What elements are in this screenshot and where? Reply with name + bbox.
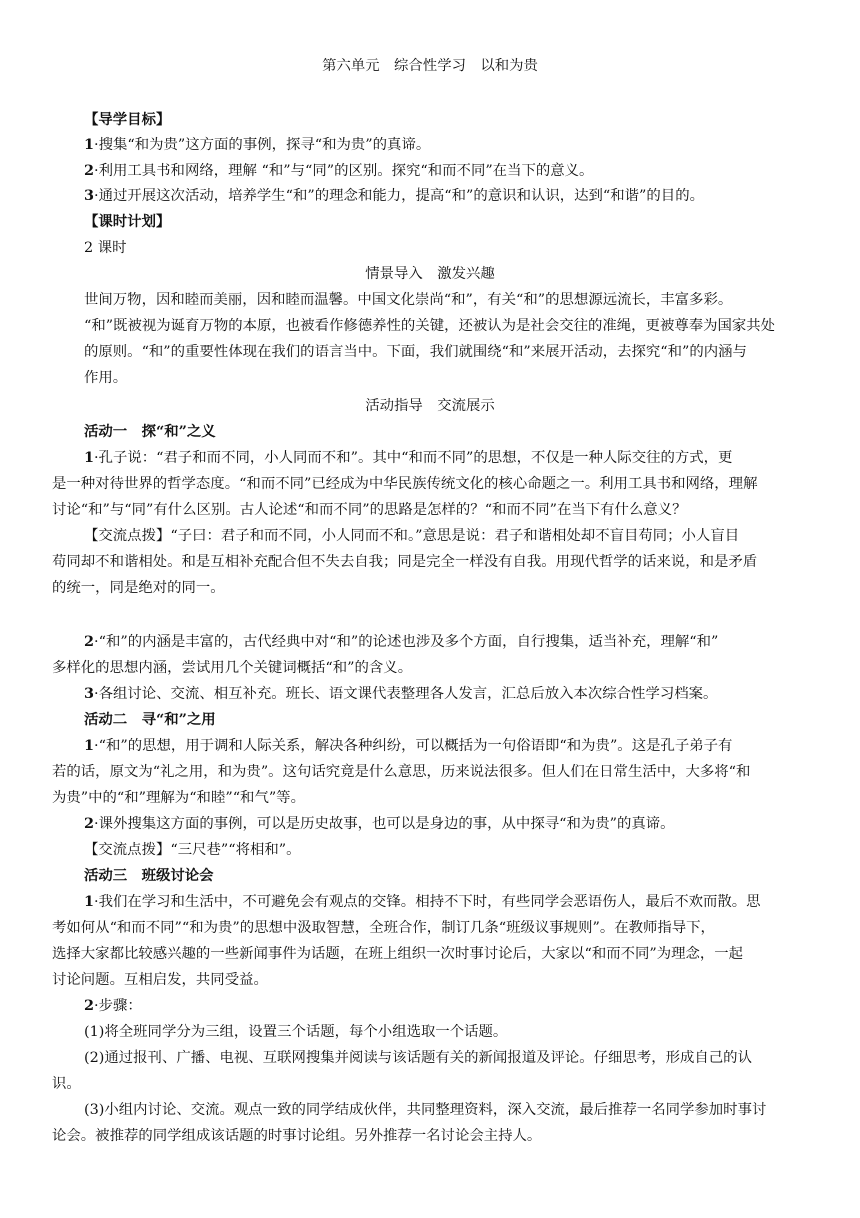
activity2-tip: 【交流点拨】“三尺巷”“将相和”。 xyxy=(84,842,301,858)
item-text: “和”的思想，用于调和人际关系，解决各种纠纷，可以概括为一句俗语即“和为贵”。这是孔子弟子有 xyxy=(98,738,733,754)
goal-text: 通过开展这次活动，培养学生“和”的理念和能力，提高“和”的意识和认识，达到“和谐”的目的。 xyxy=(98,188,704,204)
step-line: (2)通过报刊、广播、电视、互联网搜集并阅读与该话题有关的新闻报道及评论。仔细思考，形成自己的认 xyxy=(84,1050,752,1066)
step-line: 识。 xyxy=(52,1076,81,1092)
item-text: 各组讨论、交流、相互补充。班长、语文课代表整理各人发言，汇总后放入本次综合性学习档案。 xyxy=(98,686,718,702)
activity1-heading: 活动一 探“和”之义 xyxy=(84,423,216,440)
activity2-item1-line: 为贵”中的“和”理解为“和睦”“和气”等。 xyxy=(52,790,305,806)
intro-line: 作用。 xyxy=(84,370,128,386)
goal-text: 搜集“和为贵”这方面的事例，探寻“和为贵”的真谛。 xyxy=(98,137,431,153)
activity1-tip-line: 的统一，同是绝对的同一。 xyxy=(52,580,225,596)
activity1-item1-line: 讨论“和”与“同”有什么区别。古人论述“和而不同”的思路是怎样的？“和而不同”在当下有什么意义？ xyxy=(52,502,687,518)
item-num: 2 xyxy=(84,633,95,650)
activity2-item1-line: 1·“和”的思想，用于调和人际关系，解决各种纠纷，可以概括为一句俗语即“和为贵”。这是孔子弟子有 xyxy=(84,737,733,754)
item-text: “和”的内涵是丰富的，古代经典中对“和”的论述也涉及多个方面，自行搜集，适当补充，理解“和” xyxy=(98,634,719,650)
activity1-item3-line: 3·各组讨论、交流、相互补充。班长、语文课代表整理各人发言，汇总后放入本次综合性学习档案。 xyxy=(84,685,718,702)
page-title: 第六单元 综合性学习 以和为贵 xyxy=(322,58,538,74)
goal-item-3: 3·通过开展这次活动，培养学生“和”的理念和能力，提高“和”的意识和认识，达到“和谐”的目的。 xyxy=(84,187,704,204)
goal-num: 2 xyxy=(84,162,95,179)
activity2-item2-line: 2·课外搜集这方面的事例，可以是历史故事，也可以是身边的事，从中探寻“和为贵”的真谛。 xyxy=(84,815,675,832)
item-text: 孔子说：“君子和而不同，小人同而不和”。其中“和而不同”的思想，不仅是一种人际交往的方式，更 xyxy=(98,450,733,466)
activity3-item1-line: 考如何从“和而不同”“和为贵”的思想中汲取智慧，全班合作，制订几条“班级议事规则”。在教师指导下， xyxy=(52,920,715,936)
step-line: 论会。被推荐的同学组成该话题的时事讨论组。另外推荐一名讨论会主持人。 xyxy=(52,1128,542,1144)
activity1-item2-line: 2·“和”的内涵是丰富的，古代经典中对“和”的论述也涉及多个方面，自行搜集，适当补充，理解“和” xyxy=(84,633,719,650)
item-text: 步骤： xyxy=(98,998,142,1014)
intro-heading: 情景导入 激发兴趣 xyxy=(365,266,495,282)
activity3-item2-line: 2·步骤： xyxy=(84,997,142,1014)
intro-text: 世间万物，因和睦而美丽，因和睦而温馨。中国文化崇尚“和”，有关“和”的思想源远流长，丰富多彩。 xyxy=(84,292,733,308)
item-num: 1 xyxy=(84,893,95,910)
activity2-item1-line: 若的话，原文为“礼之用，和为贵”。这句话究竟是什么意思，历来说法很多。但人们在日常生活中，大多将“和 xyxy=(52,764,751,780)
activity1-tip-line: 【交流点拨】“子曰：君子和而不同，小人同而不和。”意思是说：君子和谐相处却不盲目苟同；小人盲目 xyxy=(84,528,740,544)
activity3-heading: 活动三 班级讨论会 xyxy=(84,867,214,884)
item-text: 课外搜集这方面的事例，可以是历史故事，也可以是身边的事，从中探寻“和为贵”的真谛。 xyxy=(98,816,675,832)
plan-heading: 【课时计划】 xyxy=(84,213,171,230)
intro-line xyxy=(84,290,732,310)
item-num: 2 xyxy=(84,815,95,832)
activity3-item1-line: 选择大家都比较感兴趣的一些新闻事件为话题，在班上组织一次时事讨论后，大家以“和而不同”为理念，一起 xyxy=(52,946,744,962)
goal-item-2: 2·利用工具书和网络，理解 “和”与“同”的区别。探究“和而不同”在当下的意义。 xyxy=(84,162,594,179)
goal-text: 利用工具书和网络，理解 “和”与“同”的区别。探究“和而不同”在当下的意义。 xyxy=(98,163,594,179)
step-line: (3)小组内讨论、交流。观点一致的同学结成伙伴，共同整理资料，深入交流，最后推荐一名同学参加时事讨 xyxy=(84,1102,767,1118)
intro-line: “和”既被视为诞育万物的本原，也被看作修德养性的关键，还被认为是社会交往的准绳，更被尊奉为国家共处 xyxy=(84,318,776,334)
item-text: 我们在学习和生活中，不可避免会有观点的交锋。相持不下时，有些同学会恶语伤人，最后不欢而散。思 xyxy=(98,894,761,910)
activity1-item2-line: 多样化的思想内涵，尝试用几个关键词概括“和”的含义。 xyxy=(52,660,413,676)
plan-value: 2 课时 xyxy=(84,240,127,256)
item-num: 1 xyxy=(84,737,95,754)
goals-heading: 【导学目标】 xyxy=(84,111,171,128)
item-num: 3 xyxy=(84,685,95,702)
guide-heading: 活动指导 交流展示 xyxy=(365,398,495,414)
goal-num: 1 xyxy=(84,136,95,153)
item-num: 1 xyxy=(84,449,95,466)
activity1-item1-line: 是一种对待世界的哲学态度。“和而不同”已经成为中华民族传统文化的核心命题之一。利用工具书和网络，理解 xyxy=(52,476,758,492)
item-num: 2 xyxy=(84,997,95,1014)
activity2-heading: 活动二 寻“和”之用 xyxy=(84,711,216,728)
goal-item-1: 1·搜集“和为贵”这方面的事例，探寻“和为贵”的真谛。 xyxy=(84,136,431,153)
intro-line: 的原则。“和”的重要性体现在我们的语言当中。下面，我们就围绕“和”来展开活动，去探究“和”的内涵与 xyxy=(84,344,747,360)
step-line: (1)将全班同学分为三组，设置三个话题，每个小组选取一个话题。 xyxy=(84,1024,508,1040)
activity3-item1-line: 1·我们在学习和生活中，不可避免会有观点的交锋。相持不下时，有些同学会恶语伤人，最后不欢而散。思 xyxy=(84,893,761,910)
activity1-tip-line: 苟同却不和谐相处。和是互相补充配合但不失去自我；同是完全一样没有自我。用现代哲学的话来说，和是矛盾 xyxy=(52,554,758,570)
activity3-item1-line: 讨论问题。互相启发，共同受益。 xyxy=(52,972,268,988)
goal-num: 3 xyxy=(84,187,95,204)
activity1-item1-line: 1·孔子说：“君子和而不同，小人同而不和”。其中“和而不同”的思想，不仅是一种人际交往的方式，更 xyxy=(84,449,733,466)
